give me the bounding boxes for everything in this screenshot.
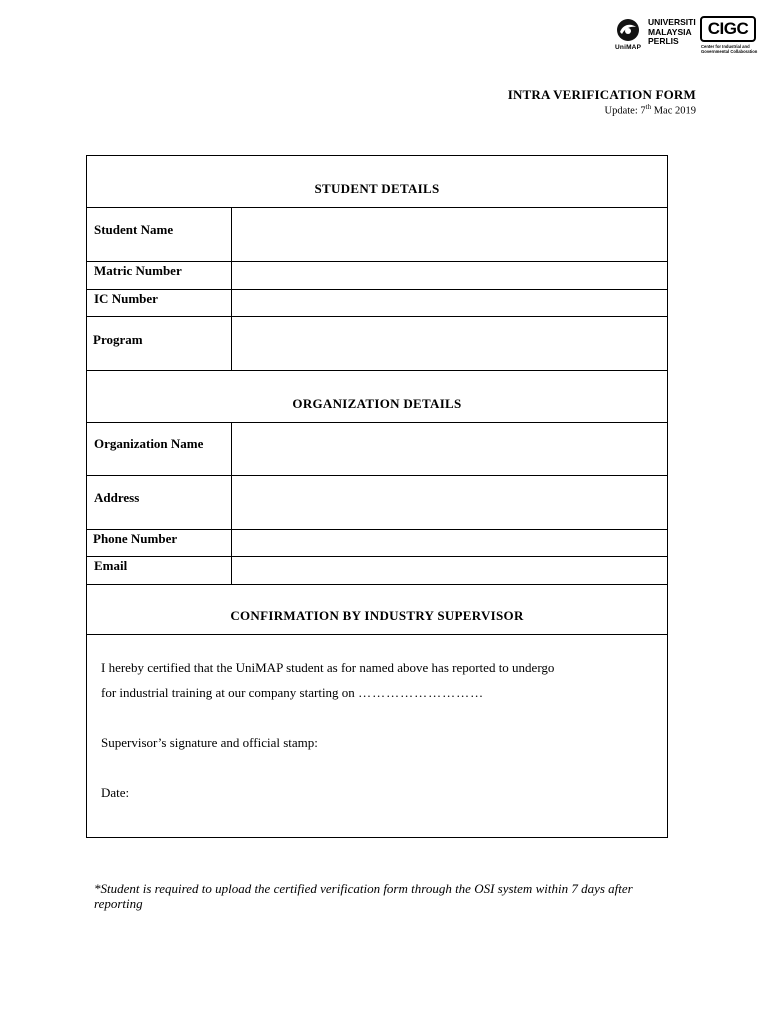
- address-label: Address: [87, 476, 232, 529]
- email-field[interactable]: [233, 557, 667, 584]
- address-row: [87, 476, 667, 530]
- confirmation-line-1: I hereby certified that the UniMAP student as for named above has reported to undergo: [101, 660, 555, 675]
- phone-number-label: Phone Number: [87, 530, 232, 556]
- student-name-label: Student Name: [87, 208, 232, 261]
- confirmation-body: [87, 635, 667, 837]
- program-label: Program: [87, 317, 232, 370]
- update-date: Update: 7th Mac 2019: [604, 103, 696, 117]
- matric-number-label: Matric Number: [87, 262, 232, 289]
- unimap-short-name: UniMAP: [615, 44, 642, 51]
- organization-name-field[interactable]: [233, 423, 667, 475]
- cigc-logo: [700, 16, 756, 56]
- cigc-subtitle: Center for Industrial and Governmental Collaboration: [701, 44, 758, 54]
- email-label: Email: [87, 557, 232, 584]
- start-date-blank[interactable]: ………………………: [358, 685, 485, 700]
- phone-number-field[interactable]: [233, 530, 667, 556]
- student-name-field[interactable]: [233, 208, 667, 261]
- matric-number-row: [87, 262, 667, 290]
- program-row: [87, 317, 667, 371]
- cigc-logo-text: CIGC: [700, 16, 756, 42]
- student-details-heading: STUDENT DETAILS: [87, 156, 667, 208]
- ic-number-label: IC Number: [87, 290, 232, 316]
- ic-number-field[interactable]: [233, 290, 667, 316]
- confirmation-text: [101, 655, 661, 805]
- organization-name-label: Organization Name: [87, 423, 232, 475]
- supervisor-signature-label: Supervisor’s signature and official stamp:: [101, 735, 318, 750]
- matric-number-field[interactable]: [233, 262, 667, 289]
- organization-details-heading: ORGANIZATION DETAILS: [87, 371, 667, 423]
- form-title: INTRA VERIFICATION FORM: [507, 87, 696, 102]
- university-name: UNIVERSITI MALAYSIA PERLIS: [648, 17, 696, 46]
- address-field[interactable]: [233, 476, 667, 529]
- verification-form-table: [86, 155, 668, 838]
- confirmation-line-2: for industrial training at our company starting on ………………………: [101, 685, 485, 700]
- email-row: [87, 557, 667, 585]
- date-label: Date:: [101, 785, 130, 800]
- organization-name-row: [87, 423, 667, 476]
- unimap-logo-icon: [616, 18, 640, 42]
- footnote: *Student is required to upload the certified verification form through the OSI system within 7 days after reporting: [94, 881, 633, 911]
- program-field[interactable]: [233, 317, 667, 370]
- ic-number-row: [87, 290, 667, 317]
- student-name-row: [87, 208, 667, 262]
- confirmation-heading: CONFIRMATION BY INDUSTRY SUPERVISOR: [87, 585, 667, 635]
- header-logos: [612, 14, 758, 58]
- phone-number-row: [87, 530, 667, 557]
